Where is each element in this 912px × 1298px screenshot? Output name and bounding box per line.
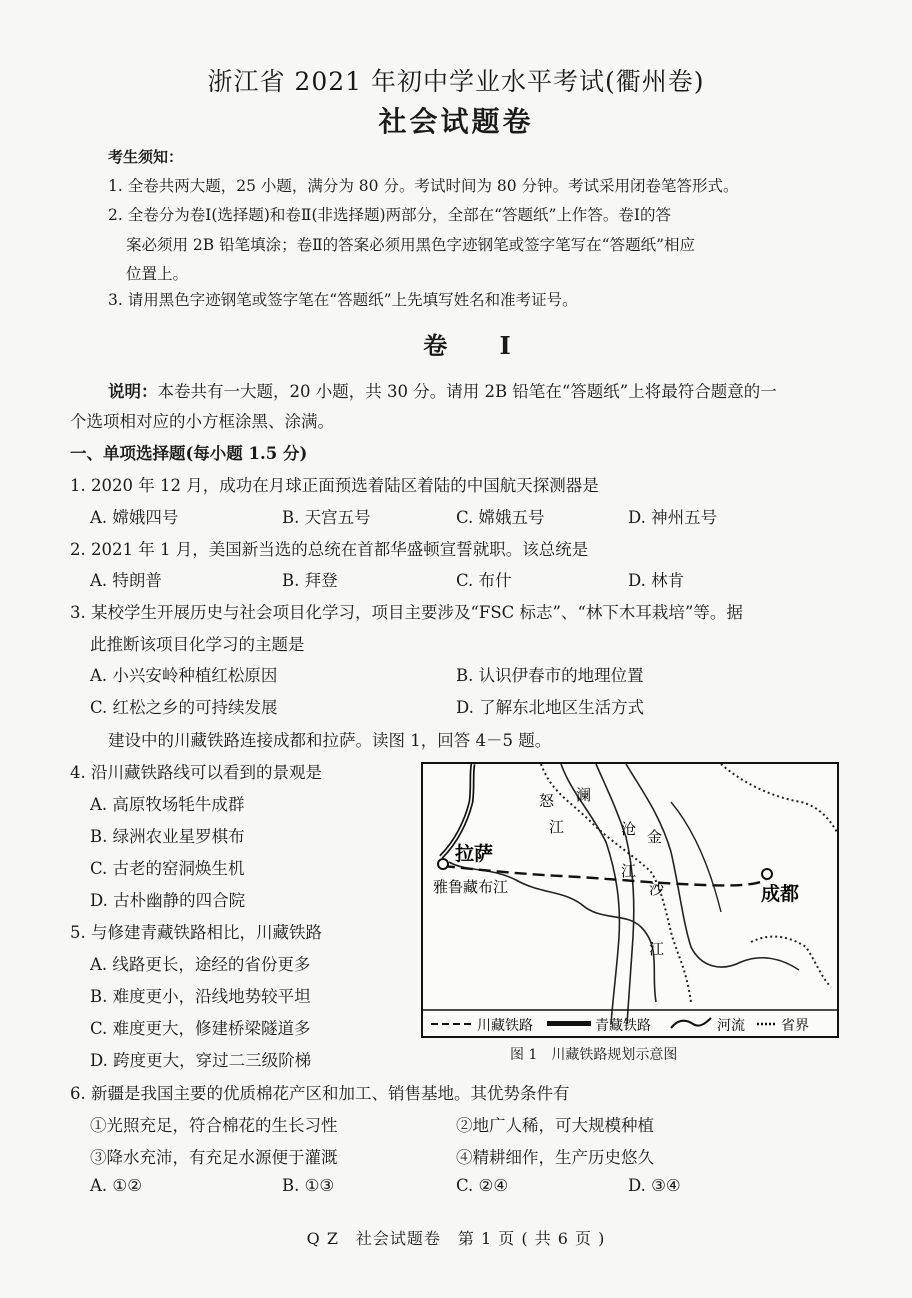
instruction-line-1 xyxy=(108,378,777,402)
q6-statement-3: ③降水充沛，有充足水源便于灌溉 xyxy=(90,1148,338,1167)
q1-option-a: A. 嫦娥四号 xyxy=(90,508,179,527)
paper-subtitle: 社会试题卷 xyxy=(378,105,534,138)
q6-statement-1: ①光照充足，符合棉花的生长习性 xyxy=(90,1116,338,1135)
q3-option-d: D. 了解东北地区生活方式 xyxy=(456,698,645,717)
notice-item-2: 2. 全卷分为卷Ⅰ(选择题)和卷Ⅱ(非选择题)两部分，全部在“答题纸”上作答。卷Ⅰ的答 xyxy=(108,206,672,224)
instruction-line-2: 个选项相对应的小方框涂黑、涂满。 xyxy=(70,412,334,431)
legend-river-label: 河流 xyxy=(717,1018,745,1034)
q4-stem: 4. 沿川藏铁路线可以看到的景观是 xyxy=(70,763,322,782)
q2-option-c: C. 布什 xyxy=(456,571,512,590)
q1-stem: 1. 2020 年 12 月，成功在月球正面预选着陆区着陆的中国航天探测器是 xyxy=(70,476,599,495)
notice-item-2-cont: 案必须用 2B 铅笔填涂；卷Ⅱ的答案必须用黑色字迹钢笔或签字笔写在“答题纸”相应 xyxy=(126,236,695,254)
label-lhasa: 拉萨 xyxy=(455,843,494,865)
q2-option-d: D. 林肯 xyxy=(628,571,685,590)
q6-option-c: C. ②④ xyxy=(456,1176,509,1195)
instruction-text-1: 本卷共有一大题，20 小题，共 30 分。请用 2B 铅笔在“答题纸”上将最符合题意的一 xyxy=(157,382,777,401)
exam-title: 浙江省 2021 年初中学业水平考试(衢州卷) xyxy=(207,67,705,96)
notice-item-1: 1. 全卷共两大题，25 小题，满分为 80 分。考试时间为 80 分钟。考试采用闭卷笔答形式。 xyxy=(108,177,739,195)
context-4-5: 建设中的川藏铁路连接成都和拉萨。读图 1，回答 4－5 题。 xyxy=(108,731,552,750)
label-chengdu: 成都 xyxy=(761,883,800,905)
q2-option-b: B. 拜登 xyxy=(282,571,338,590)
notice-heading: 考生须知： xyxy=(108,148,184,166)
city-chengdu-marker xyxy=(762,869,772,879)
q6-statement-2: ②地广人稀，可大规模种植 xyxy=(456,1116,654,1135)
label-nu-1: 怒 xyxy=(539,792,555,810)
q5-option-a: A. 线路更长，途经的省份更多 xyxy=(90,955,311,974)
label-nu-2: 江 xyxy=(549,818,565,836)
q3-option-c: C. 红松之乡的可持续发展 xyxy=(90,698,278,717)
q1-option-b: B. 天宫五号 xyxy=(282,508,371,527)
label-jin-2: 沙 xyxy=(649,880,665,898)
q5-option-b: B. 难度更小，沿线地势较平坦 xyxy=(90,987,311,1006)
q4-option-d: D. 古朴幽静的四合院 xyxy=(90,891,246,910)
legend-qingzang-line xyxy=(547,1021,591,1026)
legend-chuanzang-label: 川藏铁路 xyxy=(477,1018,533,1034)
legend-qingzang-label: 青藏铁路 xyxy=(595,1018,651,1034)
q6-option-a: A. ①② xyxy=(90,1176,142,1195)
section-title: 卷 Ⅰ xyxy=(423,331,533,360)
figure-1-map xyxy=(421,762,839,1038)
q1-option-c: C. 嫦娥五号 xyxy=(456,508,545,527)
q4-option-b: B. 绿洲农业星罗棋布 xyxy=(90,827,245,846)
q6-option-d: D. ③④ xyxy=(628,1176,681,1195)
q6-statement-4: ④精耕细作，生产历史悠久 xyxy=(456,1148,654,1167)
notice-item-3: 3. 请用黑色字迹钢笔或签字笔在“答题纸”上先填写姓名和准考证号。 xyxy=(108,291,578,309)
label-lan-2: 沧 xyxy=(621,820,637,838)
label-jin-1: 金 xyxy=(647,828,663,846)
label-lan-3: 江 xyxy=(621,862,637,880)
notice-item-2-cont2: 位置上。 xyxy=(126,265,189,283)
part-heading: 一、单项选择题(每小题 1.5 分) xyxy=(70,444,308,463)
q6-stem: 6. 新疆是我国主要的优质棉花产区和加工、销售基地。其优势条件有 xyxy=(70,1084,570,1103)
instruction-label: 说明： xyxy=(108,382,158,401)
q2-option-a: A. 特朗普 xyxy=(90,571,162,590)
label-jin-3: 江 xyxy=(649,940,665,958)
map-svg xyxy=(421,762,839,1038)
q5-option-c: C. 难度更大，修建桥梁隧道多 xyxy=(90,1019,311,1038)
q1-option-d: D. 神州五号 xyxy=(628,508,718,527)
q5-option-d: D. 跨度更大，穿过二三级阶梯 xyxy=(90,1051,312,1070)
label-yarlung: 雅鲁藏布江 xyxy=(433,878,509,896)
q5-stem: 5. 与修建青藏铁路相比，川藏铁路 xyxy=(70,923,322,942)
q3-option-a: A. 小兴安岭种植红松原因 xyxy=(90,666,278,685)
q2-stem: 2. 2021 年 1 月，美国新当选的总统在首都华盛顿宣誓就职。该总统是 xyxy=(70,540,589,559)
q3-option-b: B. 认识伊春市的地理位置 xyxy=(456,666,644,685)
figure-caption: 图 1 川藏铁路规划示意图 xyxy=(510,1047,678,1063)
q4-option-c: C. 古老的窑洞焕生机 xyxy=(90,859,245,878)
page-footer: Q Z 社会试题卷 第 1 页 ( 共 6 页 ) xyxy=(306,1229,606,1248)
city-lhasa-marker xyxy=(438,859,448,869)
q3-stem-cont: 此推断该项目化学习的主题是 xyxy=(90,635,305,654)
q6-option-b: B. ①③ xyxy=(282,1176,335,1195)
legend-border-label: 省界 xyxy=(781,1018,809,1034)
label-lan-1: 澜 xyxy=(576,786,592,804)
q3-stem: 3. 某校学生开展历史与社会项目化学习，项目主要涉及“FSC 标志”、“林下木耳栽培”等。据 xyxy=(70,603,743,622)
q4-option-a: A. 高原牧场牦牛成群 xyxy=(90,795,245,814)
